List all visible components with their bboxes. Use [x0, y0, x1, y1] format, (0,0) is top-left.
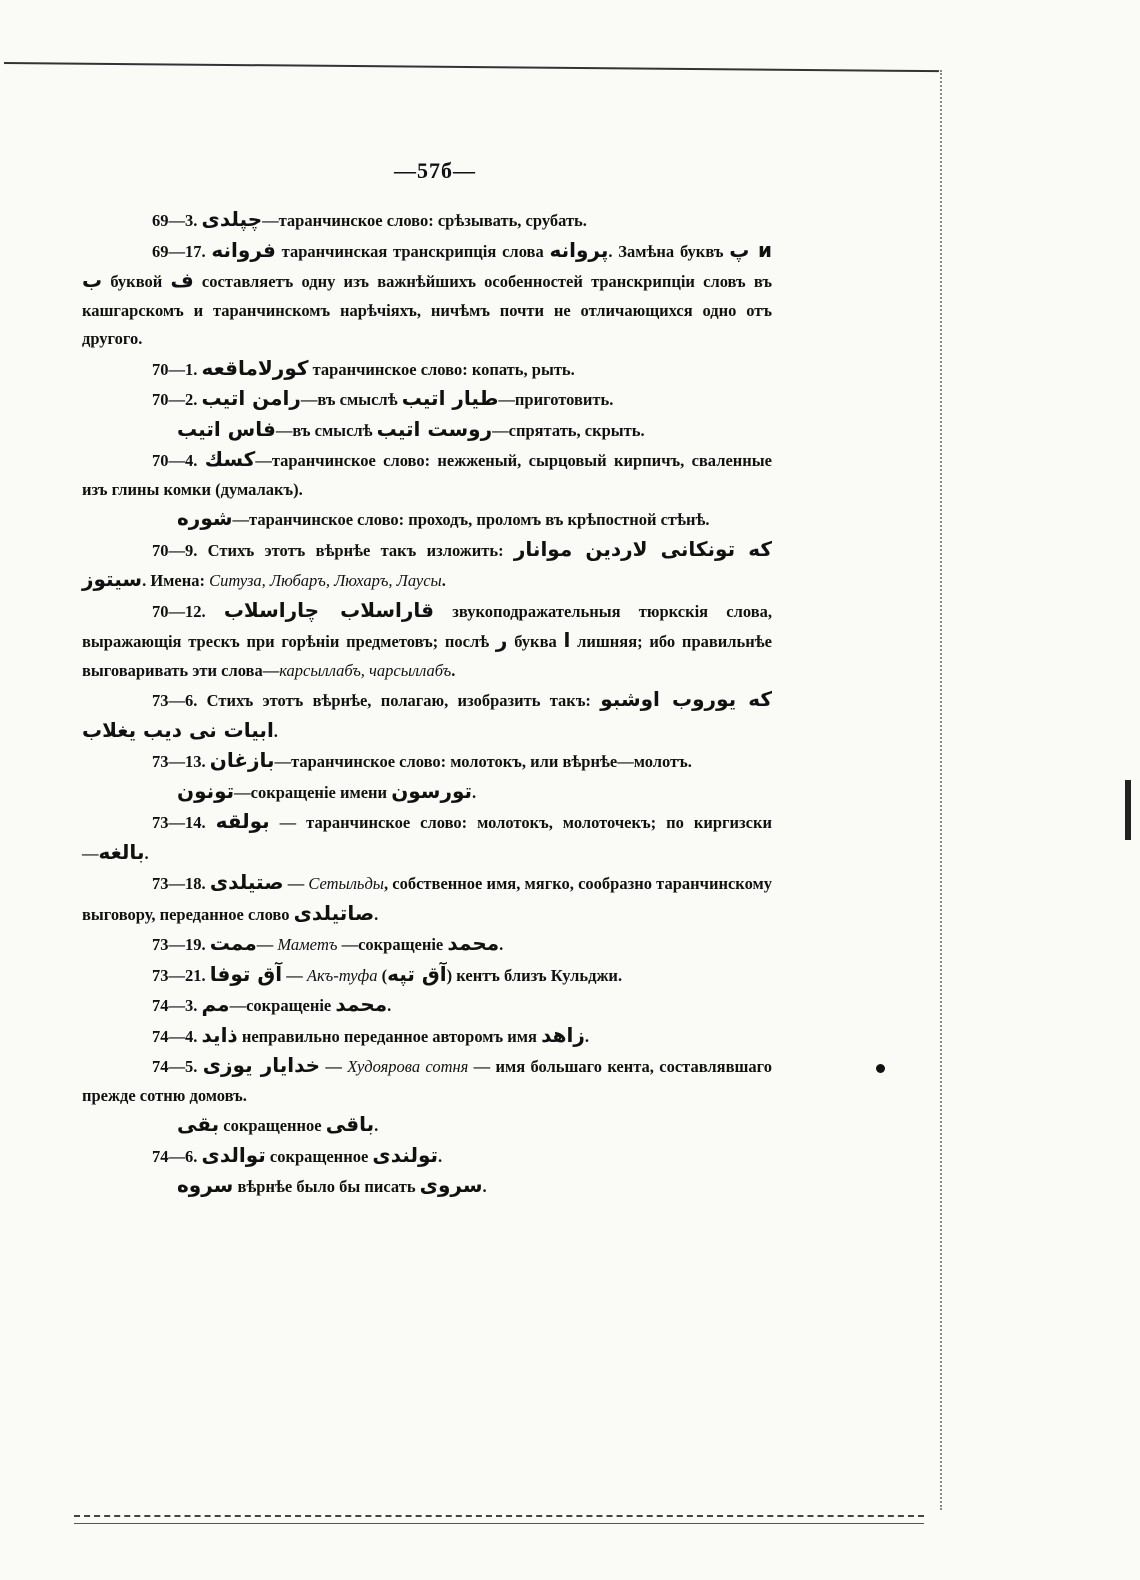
entry-text: .	[387, 996, 392, 1015]
entry-ref: 73—6.	[152, 691, 198, 710]
arabic-word: بازغان	[209, 748, 275, 772]
entry-text: .	[441, 571, 446, 590]
entry-text: ) кентъ близъ Кульджи.	[446, 965, 623, 985]
entry-text: .	[374, 904, 379, 924]
entry-ref: 73—13.	[152, 752, 206, 771]
entry-text: .	[584, 1026, 589, 1046]
bottom-rule	[74, 1515, 924, 1517]
entry-text: —приготовить.	[498, 390, 614, 409]
entry-text: сокращенное	[265, 1146, 373, 1166]
italic-name: Сетыльды	[308, 874, 384, 893]
entry-ref: 70—9.	[152, 540, 198, 560]
entry-text: —таранчинское слово: срѣзывать, срубать.	[262, 211, 587, 230]
entry-74-6-sub	[82, 1171, 772, 1202]
entry-text: .	[374, 1116, 379, 1135]
entry-ref: 70—4.	[152, 451, 198, 470]
entry-73-14	[82, 807, 772, 868]
entry-70-4	[82, 445, 772, 504]
entry-ref: 73—18.	[152, 874, 206, 893]
arabic-word: محمد	[335, 992, 388, 1016]
entry-text: таранчинское слово: копать, рыть.	[308, 359, 575, 379]
binding-mark	[1125, 780, 1131, 840]
entry-text: — таранчинское слово: молотокъ, молоточекъ; по киргизски—	[82, 813, 772, 863]
entry-text: .	[144, 843, 149, 863]
entry-ref: 74—4.	[152, 1026, 198, 1046]
italic-names: Ситуза, Любаръ, Люхаръ, Лаусы	[209, 571, 442, 590]
arabic-word: آق توفا	[209, 961, 283, 986]
arabic-word: زاهد	[541, 1022, 585, 1047]
entry-text: —	[256, 935, 278, 954]
entry-text: Стихъ этотъ вѣрнѣе такъ изложить:	[197, 540, 514, 560]
italic-name: Акъ-туфа	[306, 965, 378, 985]
entry-text: .	[451, 660, 456, 680]
entry-ref: 74—6.	[152, 1146, 198, 1166]
entry-73-6	[82, 685, 772, 746]
arabic-word: تونون	[177, 778, 235, 803]
entry-text: .	[499, 935, 504, 954]
arabic-word: آق تپه	[387, 961, 447, 986]
entry-73-13	[82, 746, 772, 777]
entry-74-3	[82, 990, 772, 1021]
arabic-word: ف	[170, 268, 194, 292]
entry-70-2-sub	[82, 415, 772, 446]
arabic-verse: كه يوروب اوشبو ابيات نى ديب يغلاب	[82, 687, 773, 742]
entry-text: —	[320, 1057, 348, 1076]
arabic-word: روست اتيب	[376, 416, 493, 441]
entry-text: —	[283, 874, 309, 893]
page-body	[82, 205, 772, 1202]
entry-70-1	[82, 354, 772, 385]
entry-ref: 73—14.	[152, 813, 206, 832]
arabic-word: پروانه	[549, 237, 609, 262]
bottom-rule-thin	[74, 1523, 924, 1524]
entry-text: —сокращеніе имени	[234, 782, 392, 802]
entry-text: вѣрнѣе было бы писать	[233, 1177, 420, 1196]
entry-73-21	[82, 960, 772, 991]
italic-words: карсыллабъ, чарсыллабъ	[279, 660, 452, 680]
entry-text: .	[438, 1146, 443, 1166]
arabic-word: رامن اتيب	[201, 386, 301, 410]
arabic-word: كسك	[204, 447, 256, 471]
arabic-word: خدايار يوزى	[202, 1053, 321, 1077]
entry-text: буквой	[102, 272, 171, 291]
entry-69-3	[82, 205, 772, 236]
arabic-word: توالدى	[201, 1142, 266, 1167]
entry-text: —сокращеніе	[337, 935, 448, 954]
page-number: —57б—	[394, 158, 476, 183]
entry-ref: 70—1.	[152, 359, 198, 379]
italic-name: Мамеmъ	[277, 935, 338, 954]
ink-spot	[876, 1064, 885, 1073]
arabic-word: سروه	[177, 1173, 234, 1197]
entry-text: (	[377, 965, 388, 985]
entry-text: составляетъ одну изъ важнѣйшихъ особенностей транскрипціи словъ въ кашгарскомъ и таранчинскомъ нарѣчіяхъ, ничѣмъ почти не отличающихся одно отъ другого.	[82, 272, 772, 348]
entry-ref: 73—19.	[152, 935, 206, 954]
page-edge	[940, 70, 942, 1510]
arabic-word: فروانه	[211, 237, 276, 262]
entry-text: —сокращеніе	[229, 996, 336, 1015]
entry-ref: 74—5.	[152, 1057, 198, 1076]
entry-text: сокращенное	[219, 1116, 326, 1135]
entry-70-9	[82, 535, 772, 596]
entry-text: лишняя; ибо правильнѣе выговаривать эти слова—	[82, 632, 772, 680]
arabic-word: شوره	[177, 506, 233, 530]
entry-text: —таранчинское слово: молотокъ, или вѣрнѣе—молотъ.	[274, 752, 692, 771]
arabic-word: تورسون	[391, 778, 473, 803]
entry-73-18	[82, 868, 772, 929]
arabic-word: صاتيلدى	[293, 900, 375, 925]
arabic-word: بقى	[177, 1112, 220, 1136]
entry-text: , собственное имя, мягко, сообразно таранчинскому выговору, переданное слово	[82, 874, 772, 924]
arabic-word: سروى	[419, 1173, 483, 1197]
entry-ref: 70—2.	[152, 390, 198, 409]
entry-70-2	[82, 384, 772, 415]
arabic-word: فاس اتيب	[177, 416, 276, 441]
entry-text: .	[472, 782, 477, 802]
arabic-letter: ر	[495, 628, 508, 652]
entry-text: звукоподражательныя тюркскія слова, выражающія трескъ при горѣніи предметовъ; послѣ	[82, 601, 773, 651]
entry-text: —спрятать, скрыть.	[492, 420, 645, 440]
entry-text: буква	[507, 632, 564, 651]
arabic-word: پ и ب	[82, 237, 772, 292]
arabic-word: بالغه	[98, 839, 145, 864]
arabic-word: محمد	[447, 931, 500, 955]
arabic-word: باقى	[325, 1112, 375, 1136]
entry-text: .	[482, 1177, 487, 1196]
arabic-word: كورلاماقعه	[201, 355, 309, 380]
arabic-word: ذايد	[201, 1022, 238, 1047]
entry-74-6	[82, 1141, 772, 1172]
entry-text: — имя большаго кента, составлявшаго прежде сотню домовъ.	[82, 1057, 772, 1105]
entry-73-13-sub	[82, 777, 772, 808]
arabic-word: بولقه	[215, 809, 270, 833]
entry-ref: 69—17.	[152, 241, 206, 261]
arabic-word: صتيلدى	[209, 870, 284, 894]
entry-ref: 70—12.	[152, 601, 206, 621]
entry-69-17	[82, 236, 772, 354]
italic-name: Худоярова сотня	[347, 1057, 469, 1076]
arabic-word: تولندى	[372, 1142, 439, 1167]
entry-text: .	[273, 721, 278, 741]
entry-text: —въ смыслѣ	[300, 390, 402, 409]
entry-text: таранчинская транскрипція слова	[275, 241, 550, 261]
entry-74-5	[82, 1051, 772, 1110]
entry-text: —таранчинское слово: нежженый, сырцовый кирпичъ, сваленные изъ глины комки (думалакъ).	[82, 451, 772, 499]
arabic-letter: ا	[563, 628, 571, 652]
arabic-word: طيار اتيب	[401, 386, 499, 410]
arabic-word: ممت	[209, 931, 257, 955]
entry-ref: 73—21.	[152, 965, 206, 985]
entry-text: Стихъ этотъ вѣрнѣе, полагаю, изобразить такъ:	[197, 691, 601, 710]
arabic-word: چپلدى	[201, 207, 263, 231]
entry-74-5-sub	[82, 1110, 772, 1141]
arabic-word: قاراسلاب چاراسلاب	[223, 597, 435, 622]
entry-ref: 69—3.	[152, 211, 198, 230]
top-rule	[4, 62, 939, 72]
entry-70-12	[82, 596, 772, 686]
entry-text: —	[282, 965, 307, 985]
entry-text: . Замѣна буквъ	[608, 241, 730, 261]
entry-70-4-sub	[82, 504, 772, 535]
entry-text: . Имена:	[142, 571, 210, 590]
entry-text: неправильно переданное авторомъ имя	[237, 1026, 542, 1046]
entry-74-4	[82, 1021, 772, 1052]
entry-text: —въ смыслѣ	[275, 420, 377, 440]
arabic-verse: كه تونكانى لاردين موانار سيتوز	[82, 536, 772, 591]
entry-ref: 74—3.	[152, 996, 198, 1015]
arabic-word: مم	[201, 992, 230, 1016]
entry-73-19	[82, 929, 772, 960]
entry-text: —таранчинское слово: проходъ, проломъ въ крѣпостной стѣнѣ.	[232, 510, 710, 529]
